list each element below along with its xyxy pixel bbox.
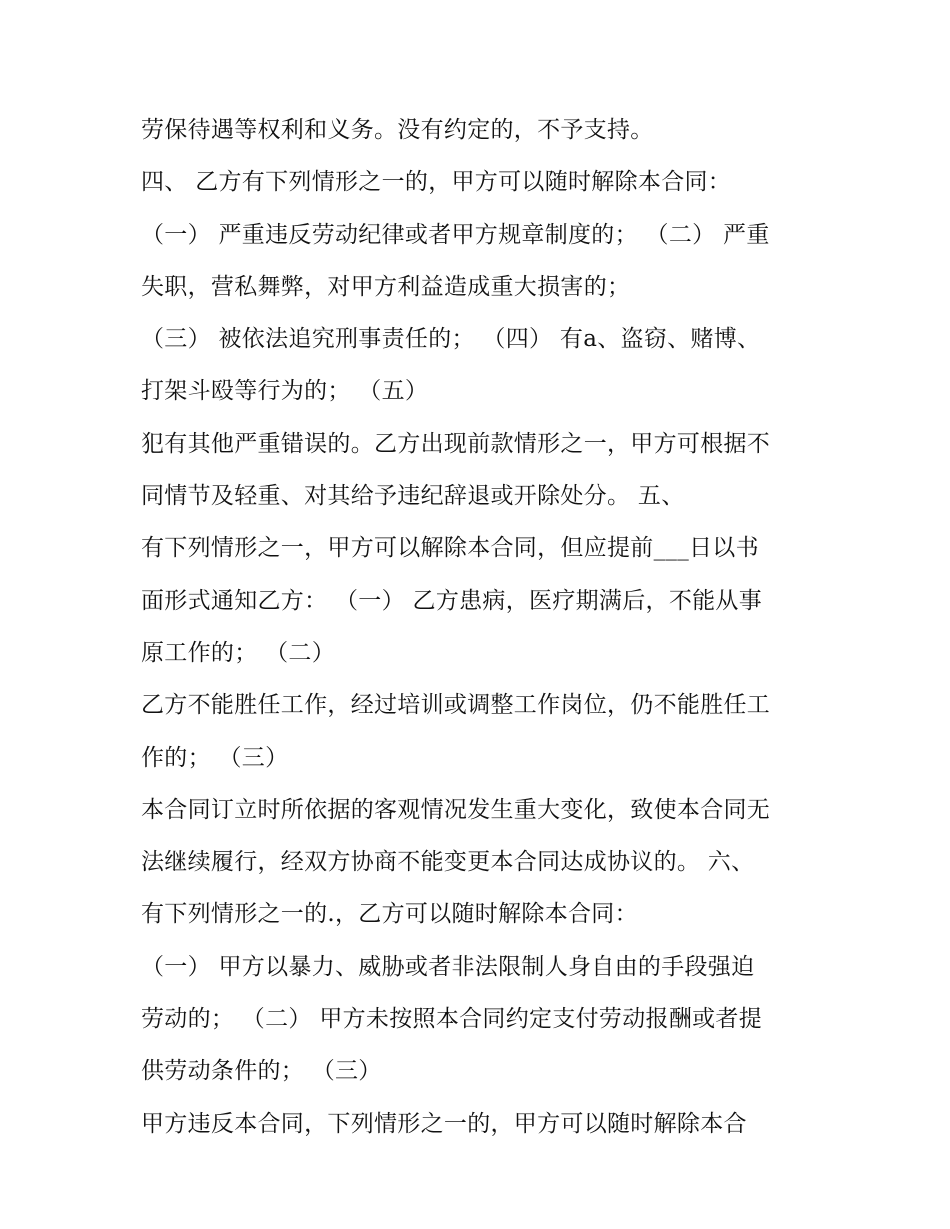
text-line: 面形式通知乙方： （一） 乙方患病，医疗期满后，不能从事: [141, 587, 763, 614]
text-line: （一） 甲方以暴力、威胁或者非法限制人身自由的手段强迫: [141, 953, 755, 980]
text-line: 四、 乙方有下列情形之一的，甲方可以随时解除本合同：: [141, 169, 732, 196]
text-line: 同情节及轻重、对其给予违纪辞退或开除处分。 五、: [141, 483, 685, 510]
text-line: 法继续履行，经双方协商不能变更本合同达成协议的。 六、: [141, 849, 755, 876]
text-line: 犯有其他严重错误的。乙方出现前款情形之一，甲方可根据不: [141, 430, 771, 457]
text-line: 失职，营私舞弊，对甲方利益造成重大损害的；: [141, 273, 631, 300]
contract-text: [141, 104, 841, 1150]
text-line: 本合同订立时所依据的客观情况发生重大变化，致使本合同无: [141, 796, 771, 823]
text-line: 作的； （三）: [141, 744, 289, 771]
text-line: 有下列情形之一，甲方可以解除本合同，但应提前___日以书: [141, 535, 759, 562]
text-line: 劳保待遇等权利和义务。没有约定的，不予支持。: [141, 117, 654, 143]
text-line: 打架斗殴等行为的； （五）: [141, 378, 429, 405]
text-line: 供劳动条件的； （三）: [141, 1058, 382, 1085]
text-line: （一） 严重违反劳动纪律或者甲方规章制度的； （二） 严重: [141, 221, 770, 248]
text-line: 有下列情形之一的.，乙方可以随时解除本合同：: [141, 901, 638, 928]
text-line: 乙方不能胜任工作，经过培训或调整工作岗位，仍不能胜任工: [141, 692, 771, 719]
text-line: 甲方违反本合同，下列情形之一的，甲方可以随时解除本合: [141, 1110, 747, 1137]
text-line: 劳动的； （二） 甲方未按照本合同约定支付劳动报酬或者提: [141, 1006, 763, 1033]
text-line: 原工作的； （二）: [141, 639, 336, 666]
text-line: （三） 被依法追究刑事责任的； （四） 有a、盗窃、赌博、: [141, 326, 761, 353]
